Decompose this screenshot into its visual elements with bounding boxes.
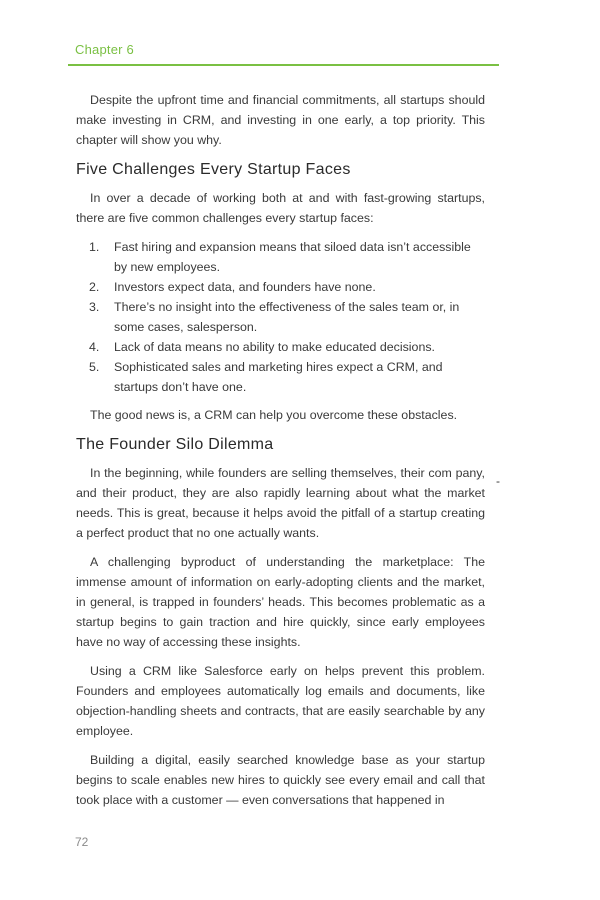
list-number: 1. xyxy=(89,240,100,254)
list-number: 4. xyxy=(89,340,100,354)
section-heading-five-challenges: Five Challenges Every Startup Faces xyxy=(76,161,351,178)
section1-closing: The good news is, a CRM can help you overcome these obstacles. xyxy=(90,408,458,422)
intro-paragraph: Despite the upfront time and financial commitments, all startups should make investing in CRM, and investing in one early, a top priority. This chapter will show you why. xyxy=(76,93,485,147)
section2-paragraph: Building a digital, easily searched knowledge base as your startup begins to scale enables new hires to quickly see every email and call that took place with a customer — even conversations that happened in xyxy=(76,753,485,807)
list-item xyxy=(76,337,485,357)
section2-paragraph: A challenging byproduct of understanding the marketplace: The immense amount of information on early-adopting clients and the market, in general, is trapped in founders’ heads. This becomes problematic as a startup begins to gain traction and hire quickly, since early employees have no way of accessing these insights. xyxy=(76,555,485,649)
section1-lead: In over a decade of working both at and with fast-growing startups, there are five common challenges every startup faces: xyxy=(76,191,485,225)
list-item-text: There’s no insight into the effectiveness of the sales team or, in some cases, salesperson. xyxy=(114,300,460,334)
challenges-list xyxy=(76,237,485,397)
section2-paragraph: In the beginning, while founders are selling themselves, their com pany, and their product, they are also rapidly learning about what the market needs. This is great, because it helps avoid the pitfall of a startup creating a perfect product that no one actually wants. xyxy=(76,466,485,540)
list-number: 5. xyxy=(89,360,100,374)
section2-paragraph: Using a CRM like Salesforce early on helps prevent this problem. Founders and employees automatically log emails and documents, like objection-handling sheets and contracts, that are easily searchable by any employee. xyxy=(76,664,485,738)
page-content xyxy=(76,90,485,819)
chapter-divider xyxy=(68,64,499,66)
list-item-text: Investors expect data, and founders have none. xyxy=(114,280,376,294)
section-heading-founder-silo: The Founder Silo Dilemma xyxy=(76,436,274,453)
list-item-text: Sophisticated sales and marketing hires expect a CRM, and startups don’t have one. xyxy=(114,360,443,394)
list-item xyxy=(76,297,485,337)
list-item xyxy=(76,237,485,277)
margin-hyphen: - xyxy=(496,474,500,488)
list-number: 2. xyxy=(89,280,100,294)
page-number: 72 xyxy=(75,835,89,849)
list-item-text: Fast hiring and expansion means that siloed data isn’t accessible by new employees. xyxy=(114,240,471,274)
chapter-label: Chapter 6 xyxy=(75,42,134,57)
list-number: 3. xyxy=(89,300,100,314)
list-item xyxy=(76,357,485,397)
list-item-text: Lack of data means no ability to make educated decisions. xyxy=(114,340,435,354)
list-item xyxy=(76,277,485,297)
